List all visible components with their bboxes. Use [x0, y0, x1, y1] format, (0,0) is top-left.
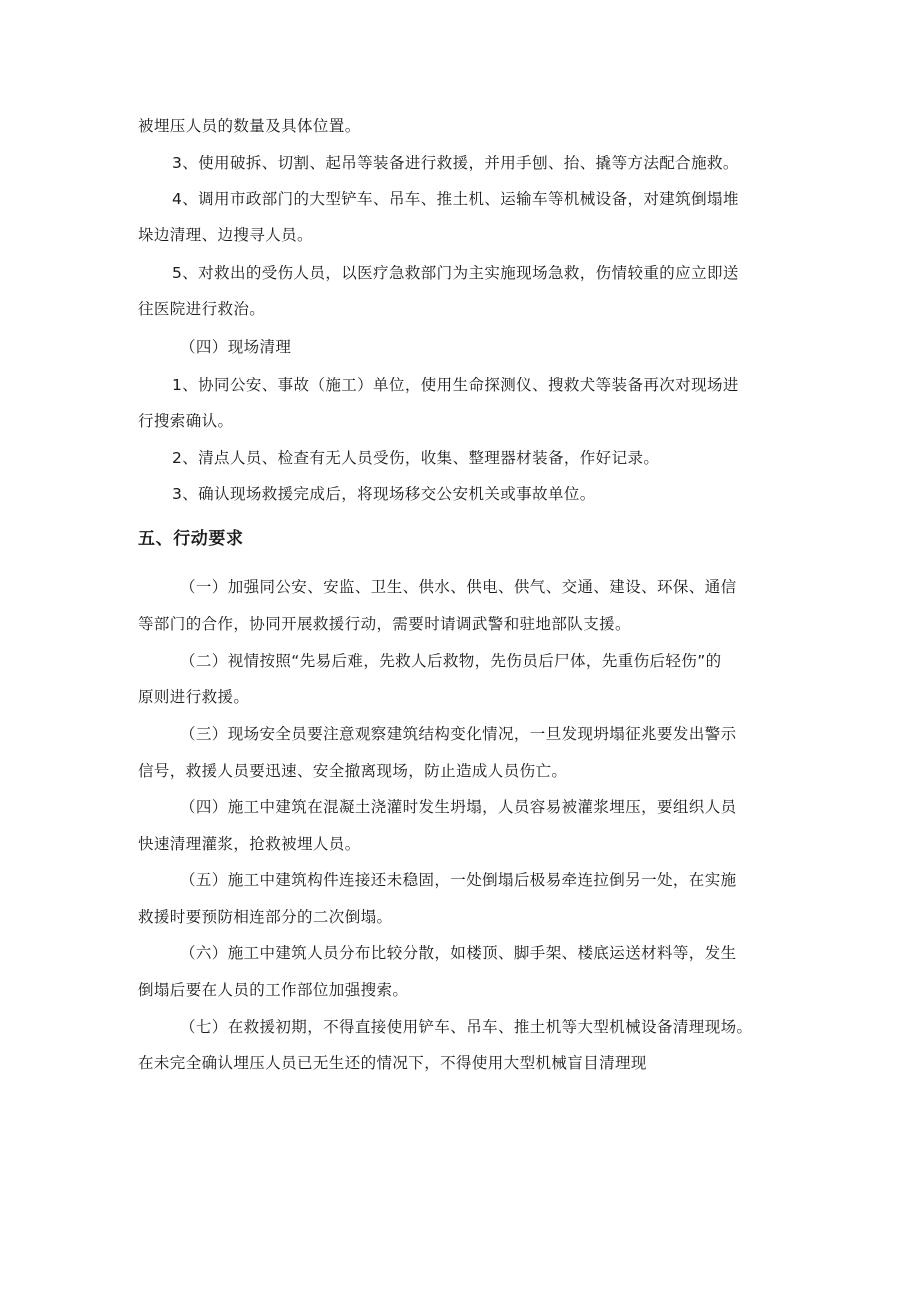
subsection-title: （四）现场清理: [180, 338, 292, 356]
section-heading: 五、行动要求: [138, 529, 244, 549]
requirement-line: 倒塌后要在人员的工作部位加强搜索。: [138, 981, 409, 999]
paragraph-line: 3、确认现场救援完成后，将现场移交公安机关或事故单位。: [172, 485, 596, 503]
requirement-line: 信号，救援人员要迅速、安全撤离现场，防止造成人员伤亡。: [138, 762, 568, 780]
requirement-line: 在未完全确认埋压人员已无生还的情况下，不得使用大型机械盲目清理现: [138, 1054, 647, 1072]
paragraph-line: 行搜索确认。: [138, 412, 234, 430]
requirement-line: （四）施工中建筑在混凝土浇灌时发生坍塌，人员容易被灌浆埋压，要组织人员: [180, 798, 737, 816]
requirement-line: 等部门的合作，协同开展救援行动，需要时请调武警和驻地部队支援。: [138, 615, 631, 633]
paragraph-line: 1、协同公安、事故（施工）单位，使用生命探测仪、搜救犬等装备再次对现场进: [172, 376, 739, 394]
requirement-line: 快速清理灌浆，抢救被埋人员。: [138, 835, 361, 853]
requirement-line: （二）视情按照“先易后难，先救人后救物，先伤员后尸体，先重伤后轻伤”的: [180, 652, 722, 670]
requirement-line: （五）施工中建筑构件连接还未稳固，一处倒塌后极易牵连拉倒另一处，在实施: [180, 871, 737, 889]
requirement-line: 救援时要预防相连部分的二次倒塌。: [138, 908, 393, 926]
requirement-line: （三）现场安全员要注意观察建筑结构变化情况，一旦发现坍塌征兆要发出警示: [180, 725, 737, 743]
paragraph-line: 被埋压人员的数量及具体位置。: [138, 117, 361, 135]
paragraph-line: 4、调用市政部门的大型铲车、吊车、推土机、运输车等机械设备，对建筑倒塌堆: [172, 190, 739, 208]
paragraph-line: 往医院进行救治。: [138, 300, 266, 318]
requirement-line: （一）加强同公安、安监、卫生、供水、供电、供气、交通、建设、环保、通信: [180, 578, 737, 596]
requirement-line: （六）施工中建筑人员分布比较分散，如楼顶、脚手架、楼底运送材料等，发生: [180, 944, 737, 962]
requirement-line: （七）在救援初期，不得直接使用铲车、吊车、推土机等大型机械设备清理现场。: [180, 1018, 753, 1036]
paragraph-line: 5、对救出的受伤人员，以医疗急救部门为主实施现场急救，伤情较重的应立即送: [172, 264, 739, 282]
paragraph-line: 垛边清理、边搜寻人员。: [138, 226, 313, 244]
requirement-line: 原则进行救援。: [138, 688, 250, 706]
paragraph-line: 2、清点人员、检查有无人员受伤，收集、整理器材装备，作好记录。: [172, 449, 660, 467]
paragraph-line: 3、使用破拆、切割、起吊等装备进行救援，并用手刨、抬、撬等方法配合施救。: [172, 154, 739, 172]
